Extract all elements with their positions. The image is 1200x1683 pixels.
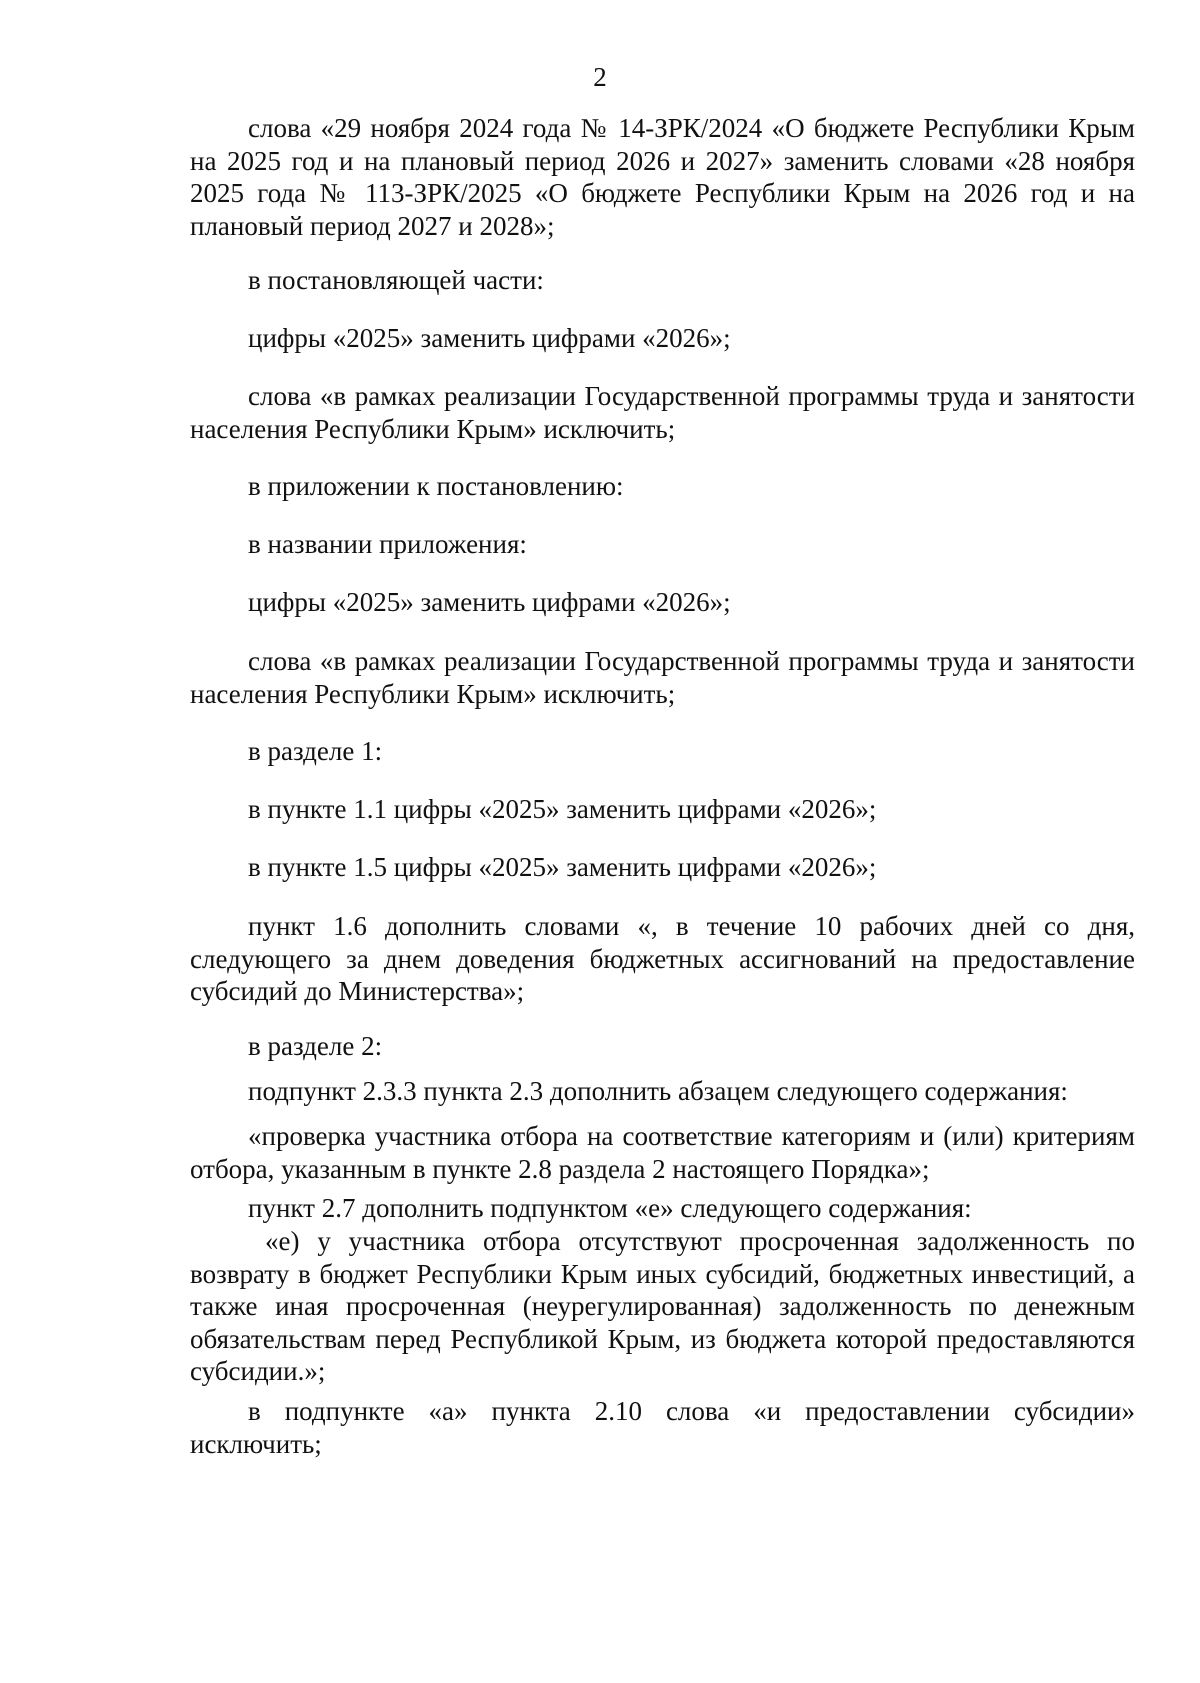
paragraph-3: цифры «2025» заменить цифрами «2026»; [248, 323, 731, 353]
paragraph-1: слова «29 ноября 2024 года № 14-ЗРК/2024 «О бюджете Республики Крым на 2025 год и на плановый период 2026 и 2027» заменить словами «28 ноября 2025 года № 113-ЗРК/2025 «О бюджете Республики Крым на 2026 год и на плановый период 2027 и 2028»; [190, 113, 1135, 241]
paragraph-15: «проверка участника отбора на соответствие категориям и (или) критериям отбора, указанным в пункте 2.8 раздела 2 настоящего Порядка»; [190, 1121, 1135, 1184]
paragraph-7: цифры «2025» заменить цифрами «2026»; [248, 587, 731, 617]
paragraph-8: слова «в рамках реализации Государственной программы труда и занятости населения Республики Крым» исключить; [190, 646, 1135, 709]
paragraph-11: в пункте 1.5 цифры «2025» заменить цифрами «2026»; [248, 852, 877, 882]
paragraph-18: в подпункте «а» пункта 2.10 слова «и предоставлении субсидии» исключить; [190, 1396, 1135, 1459]
paragraph-17: «е) у участника отбора отсутствуют просроченная задолженность по возврату в бюджет Республики Крым иных субсидий, бюджетных инвестиций, а также иная просроченная (неурегулированная) задолженность по денежным обязательствам перед Республикой Крым, из бюджета которой предоставляются субсидии.»; [190, 1226, 1135, 1386]
paragraph-5: в приложении к постановлению: [248, 471, 624, 501]
paragraph-4: слова «в рамках реализации Государственной программы труда и занятости населения Республики Крым» исключить; [190, 381, 1135, 444]
paragraph-14: подпункт 2.3.3 пункта 2.3 дополнить абзацем следующего содержания: [248, 1076, 1068, 1106]
paragraph-16: пункт 2.7 дополнить подпунктом «е» следующего содержания: [248, 1193, 972, 1223]
paragraph-6: в названии приложения: [248, 529, 527, 559]
paragraph-10: в пункте 1.1 цифры «2025» заменить цифрами «2026»; [248, 794, 877, 824]
paragraph-12: пункт 1.6 дополнить словами «, в течение 10 рабочих дней со дня, следующего за днем доведения бюджетных ассигнований на предоставление субсидий до Министерства»; [190, 911, 1135, 1006]
paragraph-9: в разделе 1: [248, 736, 383, 766]
paragraph-2: в постановляющей части: [248, 265, 544, 295]
page-number: 2 [593, 62, 607, 92]
paragraph-13: в разделе 2: [248, 1031, 383, 1061]
